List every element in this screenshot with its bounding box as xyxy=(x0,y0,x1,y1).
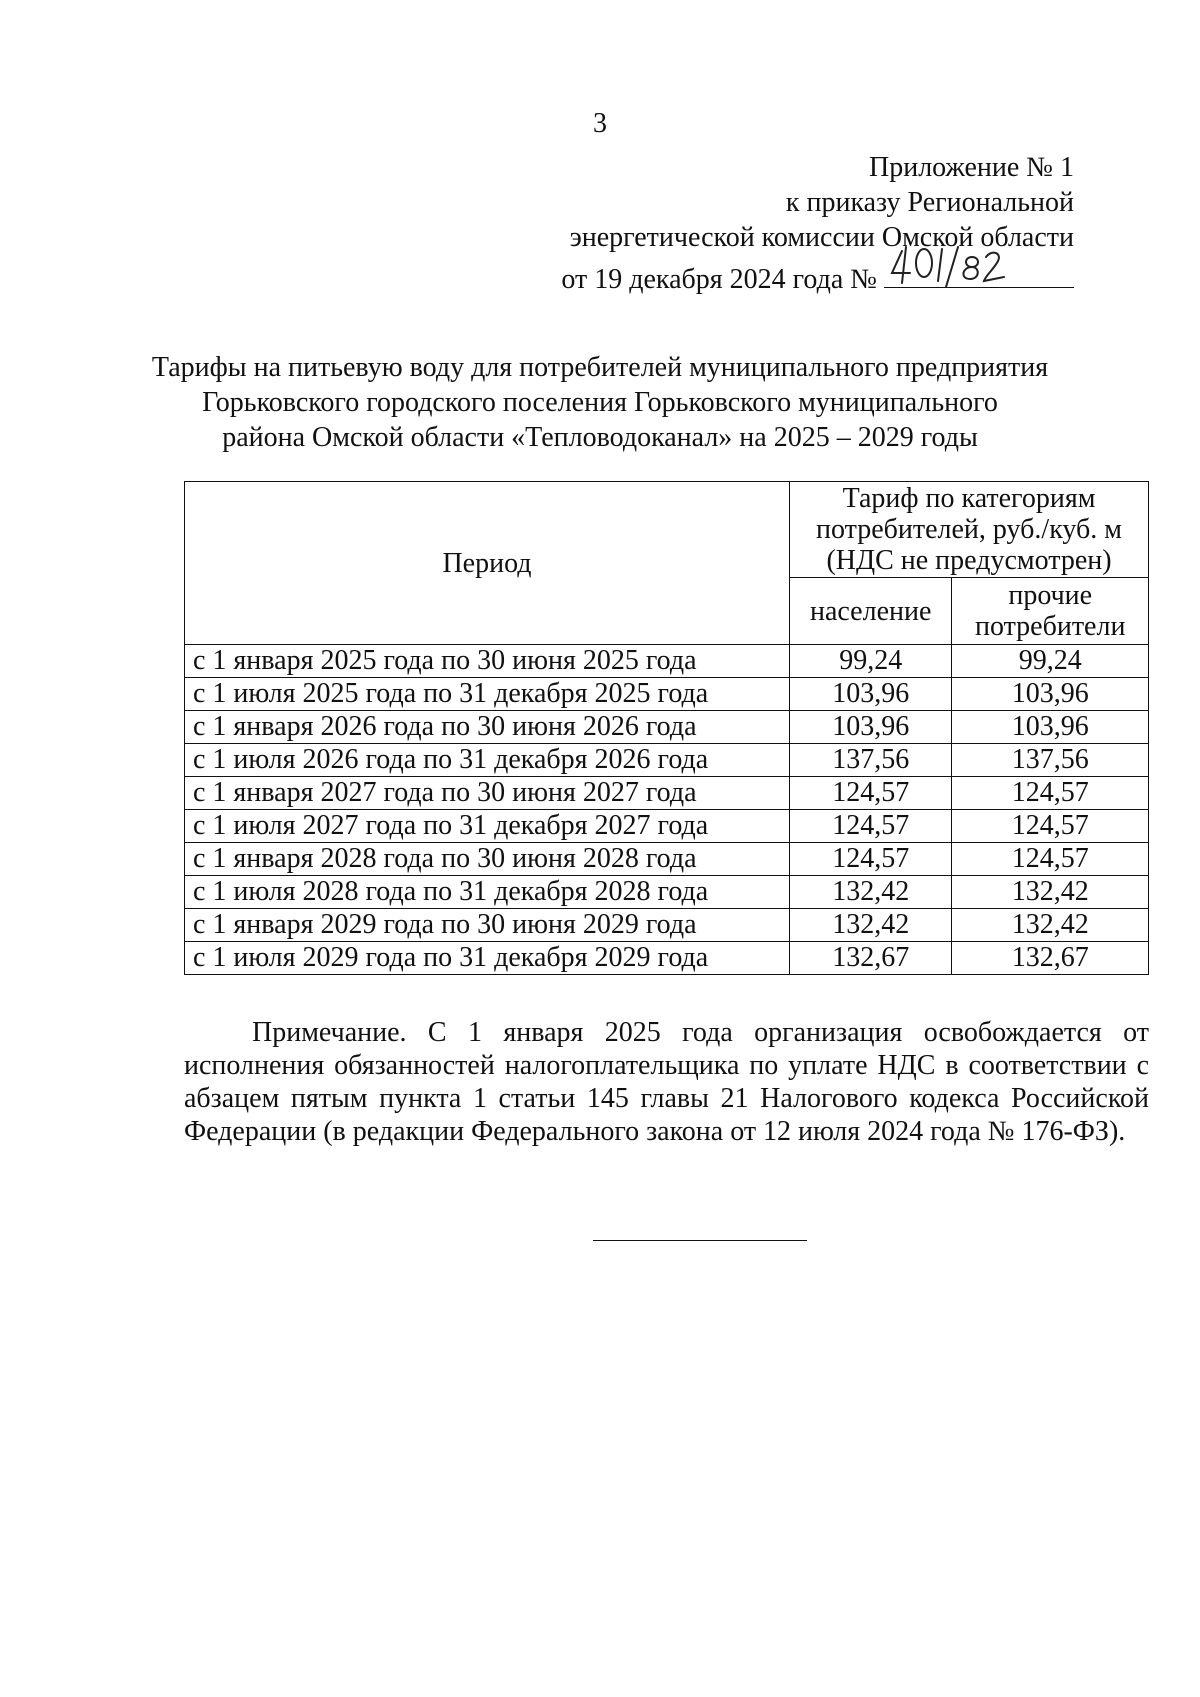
other-tariff-cell: 132,42 xyxy=(952,909,1149,942)
population-tariff-cell: 132,67 xyxy=(790,942,952,975)
period-cell: с 1 июля 2029 года по 31 декабря 2029 года xyxy=(185,942,790,975)
other-tariff-cell: 124,57 xyxy=(952,810,1149,843)
other-tariff-cell: 103,96 xyxy=(952,678,1149,711)
population-tariff-cell: 137,56 xyxy=(790,744,952,777)
appendix-line-2: к приказу Региональной xyxy=(785,187,1074,218)
page-number: 3 xyxy=(593,108,607,139)
table-row xyxy=(185,876,1149,909)
population-tariff-cell: 124,57 xyxy=(790,777,952,810)
header-period: Период xyxy=(185,482,790,645)
header-tariff-line-1: Тариф по категориям xyxy=(842,483,1096,514)
table-row xyxy=(185,744,1149,777)
title-line-3: района Омской области «Тепловодоканал» на 2025 – 2029 годы xyxy=(222,422,978,453)
table-row xyxy=(185,645,1149,678)
period-cell: с 1 июля 2028 года по 31 декабря 2028 года xyxy=(185,876,790,909)
table-row xyxy=(185,711,1149,744)
population-tariff-cell: 124,57 xyxy=(790,843,952,876)
population-tariff-cell: 124,57 xyxy=(790,810,952,843)
header-tariff-line-2: потребителей, руб./куб. м xyxy=(816,514,1122,545)
population-tariff-cell: 132,42 xyxy=(790,876,952,909)
appendix-header xyxy=(561,150,1074,297)
other-tariff-cell: 124,57 xyxy=(952,843,1149,876)
handwritten-order-number-icon xyxy=(888,241,1018,289)
note-paragraph: Примечание. С 1 января 2025 года организация освобождается от исполнения обязанностей налогоплательщика по уплате НДС в соответствии с абзацем пятым пункта 1 статьи 145 главы 21 Налогового кодекса Российской Федерации (в редакции Федерального закона от 12 июля 2024 года № 176-ФЗ). xyxy=(184,1017,1149,1147)
table-row xyxy=(185,678,1149,711)
header-other-line-1: прочие xyxy=(1008,580,1093,611)
table-row xyxy=(185,942,1149,975)
appendix-line-4 xyxy=(561,255,1074,297)
other-tariff-cell: 124,57 xyxy=(952,777,1149,810)
header-tariff xyxy=(790,482,1149,578)
population-tariff-cell: 103,96 xyxy=(790,711,952,744)
title-line-2: Горьковского городского поселения Горьковского муниципального xyxy=(202,387,998,418)
period-cell: с 1 января 2025 года по 30 июня 2025 года xyxy=(185,645,790,678)
title-line-1: Тарифы на питьевую воду для потребителей муниципального предприятия xyxy=(151,352,1049,383)
period-cell: с 1 июля 2026 года по 31 декабря 2026 года xyxy=(185,744,790,777)
period-cell: с 1 июля 2027 года по 31 декабря 2027 года xyxy=(185,810,790,843)
header-other-consumers xyxy=(952,578,1149,645)
other-tariff-cell: 103,96 xyxy=(952,711,1149,744)
tariff-table xyxy=(184,481,1149,975)
table-row xyxy=(185,777,1149,810)
other-tariff-cell: 132,67 xyxy=(952,942,1149,975)
period-cell: с 1 января 2029 года по 30 июня 2029 года xyxy=(185,909,790,942)
period-cell: с 1 июля 2025 года по 31 декабря 2025 года xyxy=(185,678,790,711)
appendix-line-1: Приложение № 1 xyxy=(869,152,1074,183)
other-tariff-cell: 132,42 xyxy=(952,876,1149,909)
header-tariff-line-3: (НДС не предусмотрен) xyxy=(826,545,1112,576)
period-cell: с 1 января 2027 года по 30 июня 2027 года xyxy=(185,777,790,810)
appendix-line-3: энергетической комиссии Омской области xyxy=(569,222,1074,253)
other-tariff-cell: 99,24 xyxy=(952,645,1149,678)
population-tariff-cell: 103,96 xyxy=(790,678,952,711)
table-row xyxy=(185,843,1149,876)
other-tariff-cell: 137,56 xyxy=(952,744,1149,777)
population-tariff-cell: 99,24 xyxy=(790,645,952,678)
end-divider xyxy=(593,1240,807,1241)
table-row xyxy=(185,909,1149,942)
table-row xyxy=(185,810,1149,843)
header-other-line-2: потребители xyxy=(974,611,1126,642)
document-title xyxy=(0,350,1200,455)
order-number-field xyxy=(884,255,1074,288)
appendix-date: от 19 декабря 2024 года № xyxy=(561,264,877,295)
population-tariff-cell: 132,42 xyxy=(790,909,952,942)
period-cell: с 1 января 2026 года по 30 июня 2026 года xyxy=(185,711,790,744)
header-population: население xyxy=(790,578,952,645)
period-cell: с 1 января 2028 года по 30 июня 2028 года xyxy=(185,843,790,876)
